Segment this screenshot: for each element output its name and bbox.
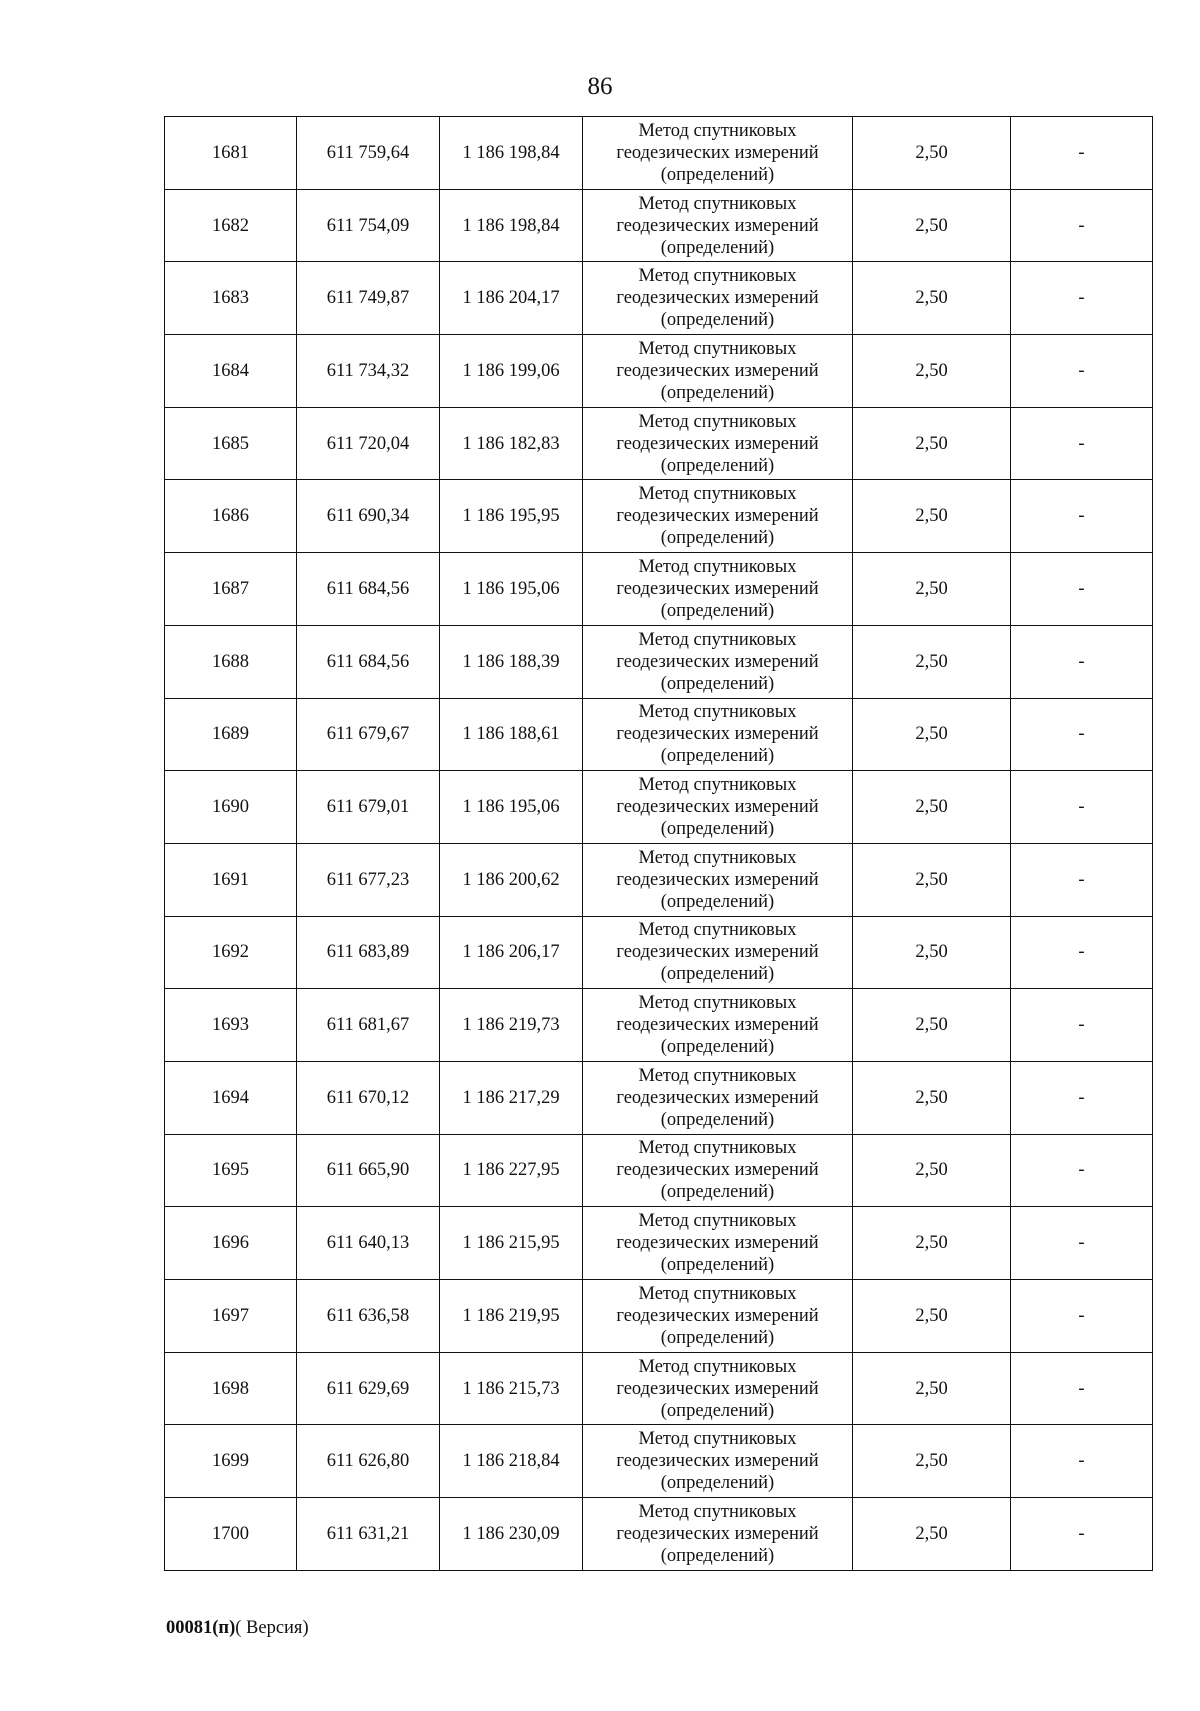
x-coordinate-cell: 611 679,01 [297,771,440,844]
point-number-cell: 1697 [165,1280,297,1353]
table-row [165,1280,1153,1353]
description-cell: - [1011,1280,1153,1353]
y-coordinate-cell: 1 186 218,84 [440,1425,583,1498]
accuracy-cell: 2,50 [853,989,1011,1062]
description-cell: - [1011,1352,1153,1425]
accuracy-cell: 2,50 [853,480,1011,553]
method-cell [583,1280,853,1353]
method-text-line: геодезических измерений [616,1015,819,1036]
method-cell [583,262,853,335]
method-text-line: Метод спутниковых [638,266,797,287]
x-coordinate-cell: 611 690,34 [297,480,440,553]
method-text-line: (определений) [660,673,775,694]
point-number-cell: 1690 [165,771,297,844]
point-number-cell: 1695 [165,1134,297,1207]
table-row [165,1207,1153,1280]
x-coordinate-cell: 611 631,21 [297,1498,440,1571]
description-cell: - [1011,1498,1153,1571]
form-code-number: 00081(п) [166,1618,236,1638]
table-row [165,771,1153,844]
accuracy-cell: 2,50 [853,189,1011,262]
y-coordinate-cell: 1 186 195,06 [440,553,583,626]
accuracy-cell: 2,50 [853,1352,1011,1425]
table-row [165,262,1153,335]
description-cell: - [1011,625,1153,698]
point-number-cell: 1689 [165,698,297,771]
method-text-line: геодезических измерений [616,942,819,963]
x-coordinate-cell: 611 720,04 [297,407,440,480]
method-text-line: (определений) [660,600,775,621]
method-text-line: (определений) [660,1255,775,1276]
x-coordinate-cell: 611 640,13 [297,1207,440,1280]
point-number-cell: 1681 [165,117,297,190]
x-coordinate-cell: 611 629,69 [297,1352,440,1425]
method-text-line: геодезических измерений [616,288,819,309]
method-text-line: (определений) [660,891,775,912]
method-text-line: геодезических измерений [616,1305,819,1326]
table-row [165,1134,1153,1207]
method-cell [583,625,853,698]
accuracy-cell: 2,50 [853,1207,1011,1280]
method-text-line: геодезических измерений [616,1523,819,1544]
method-cell [583,1207,853,1280]
page-number: 86 [587,73,613,100]
method-text-line: Метод спутниковых [638,1356,797,1377]
method-text-line: (определений) [660,964,775,985]
point-number-cell: 1683 [165,262,297,335]
method-cell [583,117,853,190]
table-row [165,916,1153,989]
y-coordinate-cell: 1 186 230,09 [440,1498,583,1571]
description-cell: - [1011,843,1153,916]
method-text-line: Метод спутниковых [638,629,797,650]
method-text-line: Метод спутниковых [638,193,797,214]
method-text-line: геодезических измерений [616,578,819,599]
description-cell: - [1011,916,1153,989]
method-text-line: Метод спутниковых [638,484,797,505]
description-cell: - [1011,335,1153,408]
method-cell [583,480,853,553]
table-row [165,117,1153,190]
accuracy-cell: 2,50 [853,1134,1011,1207]
table-row [165,989,1153,1062]
method-text-line: геодезических измерений [616,724,819,745]
coordinates-table-body [165,117,1153,1571]
method-cell [583,1352,853,1425]
y-coordinate-cell: 1 186 219,95 [440,1280,583,1353]
description-cell: - [1011,480,1153,553]
point-number-cell: 1688 [165,625,297,698]
accuracy-cell: 2,50 [853,771,1011,844]
method-text-line: геодезических измерений [616,142,819,163]
y-coordinate-cell: 1 186 198,84 [440,189,583,262]
accuracy-cell: 2,50 [853,698,1011,771]
x-coordinate-cell: 611 681,67 [297,989,440,1062]
point-number-cell: 1699 [165,1425,297,1498]
y-coordinate-cell: 1 186 215,95 [440,1207,583,1280]
x-coordinate-cell: 611 759,64 [297,117,440,190]
y-coordinate-cell: 1 186 200,62 [440,843,583,916]
accuracy-cell: 2,50 [853,262,1011,335]
method-cell [583,843,853,916]
method-text-line: геодезических измерений [616,869,819,890]
method-text-line: геодезических измерений [616,797,819,818]
method-text-line: (определений) [660,310,775,331]
point-number-cell: 1693 [165,989,297,1062]
accuracy-cell: 2,50 [853,625,1011,698]
method-text-line: (определений) [660,746,775,767]
description-cell: - [1011,698,1153,771]
x-coordinate-cell: 611 749,87 [297,262,440,335]
point-number-cell: 1694 [165,1061,297,1134]
method-cell [583,407,853,480]
method-text-line: Метод спутниковых [638,1283,797,1304]
accuracy-cell: 2,50 [853,1425,1011,1498]
point-number-cell: 1685 [165,407,297,480]
x-coordinate-cell: 611 754,09 [297,189,440,262]
method-text-line: геодезических измерений [616,360,819,381]
form-code-version: ( Версия) [235,1618,309,1638]
method-text-line: Метод спутниковых [638,775,797,796]
x-coordinate-cell: 611 636,58 [297,1280,440,1353]
point-number-cell: 1682 [165,189,297,262]
method-text-line: Метод спутниковых [638,920,797,941]
table-row [165,189,1153,262]
method-text-line: Метод спутниковых [638,1065,797,1086]
method-cell [583,1061,853,1134]
method-text-line: геодезических измерений [616,1378,819,1399]
method-text-line: Метод спутниковых [638,847,797,868]
method-text-line: (определений) [660,528,775,549]
method-text-line: (определений) [660,1037,775,1058]
accuracy-cell: 2,50 [853,1061,1011,1134]
method-text-line: геодезических измерений [616,651,819,672]
method-cell [583,553,853,626]
table-row [165,1061,1153,1134]
x-coordinate-cell: 611 734,32 [297,335,440,408]
accuracy-cell: 2,50 [853,553,1011,626]
table-row [165,553,1153,626]
method-cell [583,989,853,1062]
method-text-line: Метод спутниковых [638,556,797,577]
method-text-line: Метод спутниковых [638,1501,797,1522]
method-text-line: (определений) [660,382,775,403]
y-coordinate-cell: 1 186 188,61 [440,698,583,771]
method-text-line: (определений) [660,1545,775,1566]
y-coordinate-cell: 1 186 198,84 [440,117,583,190]
y-coordinate-cell: 1 186 204,17 [440,262,583,335]
y-coordinate-cell: 1 186 195,06 [440,771,583,844]
description-cell: - [1011,1425,1153,1498]
method-text-line: (определений) [660,164,775,185]
accuracy-cell: 2,50 [853,335,1011,408]
y-coordinate-cell: 1 186 188,39 [440,625,583,698]
method-text-line: геодезических измерений [616,433,819,454]
description-cell: - [1011,989,1153,1062]
point-number-cell: 1696 [165,1207,297,1280]
accuracy-cell: 2,50 [853,407,1011,480]
y-coordinate-cell: 1 186 206,17 [440,916,583,989]
y-coordinate-cell: 1 186 219,73 [440,989,583,1062]
x-coordinate-cell: 611 665,90 [297,1134,440,1207]
accuracy-cell: 2,50 [853,1498,1011,1571]
description-cell: - [1011,553,1153,626]
y-coordinate-cell: 1 186 199,06 [440,335,583,408]
method-text-line: геодезических измерений [616,1233,819,1254]
method-text-line: (определений) [660,237,775,258]
method-text-line: геодезических измерений [616,1087,819,1108]
description-cell: - [1011,262,1153,335]
method-text-line: (определений) [660,1400,775,1421]
point-number-cell: 1692 [165,916,297,989]
method-cell [583,1498,853,1571]
method-text-line: (определений) [660,1327,775,1348]
y-coordinate-cell: 1 186 195,95 [440,480,583,553]
method-text-line: геодезических измерений [616,506,819,527]
table-row [165,407,1153,480]
x-coordinate-cell: 611 670,12 [297,1061,440,1134]
table-row [165,1498,1153,1571]
description-cell: - [1011,117,1153,190]
method-text-line: (определений) [660,1109,775,1130]
method-cell [583,698,853,771]
method-text-line: Метод спутниковых [638,1211,797,1232]
method-text-line: Метод спутниковых [638,702,797,723]
point-number-cell: 1698 [165,1352,297,1425]
method-cell [583,1134,853,1207]
table-row [165,480,1153,553]
table-row [165,843,1153,916]
table-row [165,335,1153,408]
table-row [165,1425,1153,1498]
accuracy-cell: 2,50 [853,916,1011,989]
table-row [165,625,1153,698]
method-text-line: (определений) [660,1182,775,1203]
point-number-cell: 1687 [165,553,297,626]
description-cell: - [1011,1061,1153,1134]
point-number-cell: 1684 [165,335,297,408]
method-text-line: геодезических измерений [616,1451,819,1472]
x-coordinate-cell: 611 677,23 [297,843,440,916]
description-cell: - [1011,189,1153,262]
method-cell [583,771,853,844]
x-coordinate-cell: 611 684,56 [297,625,440,698]
description-cell: - [1011,1207,1153,1280]
method-text-line: Метод спутниковых [638,993,797,1014]
description-cell: - [1011,1134,1153,1207]
x-coordinate-cell: 611 683,89 [297,916,440,989]
method-text-line: Метод спутниковых [638,120,797,141]
method-text-line: Метод спутниковых [638,1429,797,1450]
description-cell: - [1011,407,1153,480]
method-text-line: Метод спутниковых [638,338,797,359]
accuracy-cell: 2,50 [853,843,1011,916]
description-cell: - [1011,771,1153,844]
method-text-line: геодезических измерений [616,215,819,236]
accuracy-cell: 2,50 [853,1280,1011,1353]
y-coordinate-cell: 1 186 217,29 [440,1061,583,1134]
y-coordinate-cell: 1 186 227,95 [440,1134,583,1207]
point-number-cell: 1700 [165,1498,297,1571]
table-row [165,698,1153,771]
x-coordinate-cell: 611 679,67 [297,698,440,771]
method-cell [583,335,853,408]
method-text-line: (определений) [660,819,775,840]
point-number-cell: 1691 [165,843,297,916]
method-text-line: геодезических измерений [616,1160,819,1181]
form-code [166,1617,309,1639]
method-text-line: (определений) [660,1473,775,1494]
table-row [165,1352,1153,1425]
method-cell [583,189,853,262]
y-coordinate-cell: 1 186 215,73 [440,1352,583,1425]
method-text-line: (определений) [660,455,775,476]
method-text-line: Метод спутниковых [638,1138,797,1159]
accuracy-cell: 2,50 [853,117,1011,190]
method-cell [583,916,853,989]
method-text-line: Метод спутниковых [638,411,797,432]
y-coordinate-cell: 1 186 182,83 [440,407,583,480]
x-coordinate-cell: 611 684,56 [297,553,440,626]
method-cell [583,1425,853,1498]
x-coordinate-cell: 611 626,80 [297,1425,440,1498]
point-number-cell: 1686 [165,480,297,553]
coordinates-table [164,116,1153,1571]
